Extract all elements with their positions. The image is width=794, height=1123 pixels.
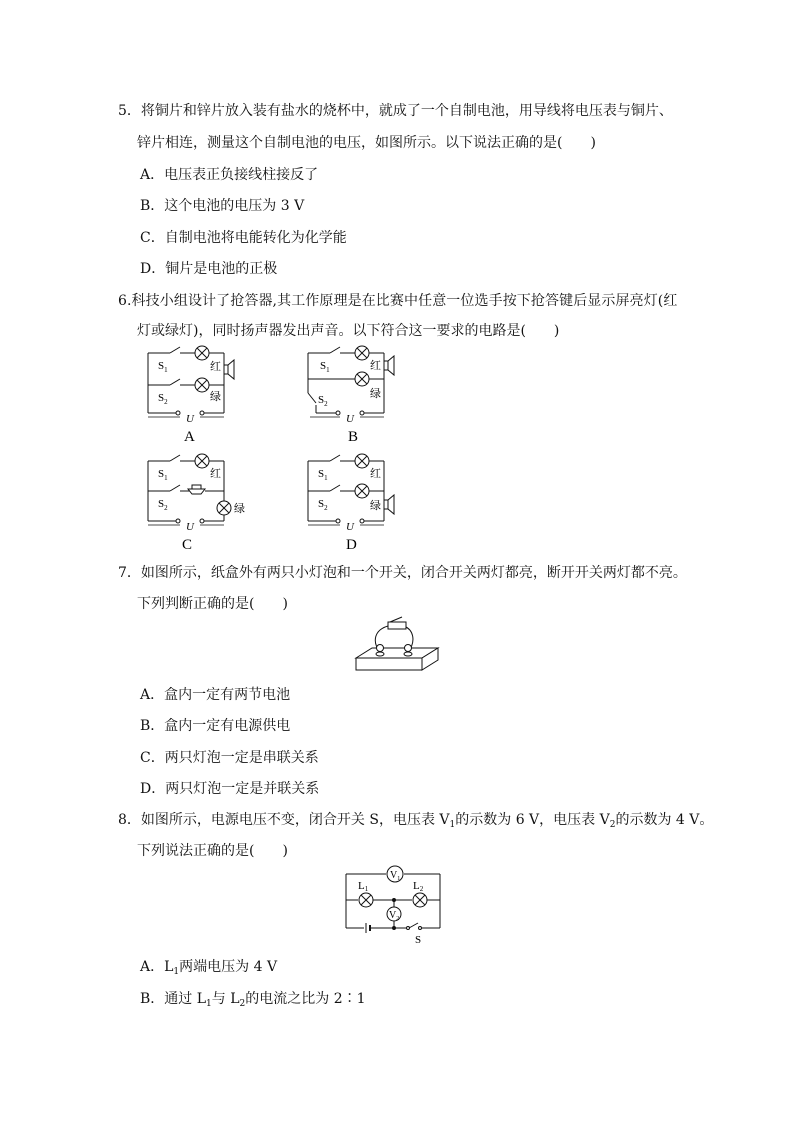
q8-stem-line1 [118, 811, 713, 834]
q5-stem-line2: 锌片相连，测量这个自制电池的电压，如图所示。以下说法正确的是( ) [137, 135, 596, 151]
q7-option-b: B．盒内一定有电源供电 [140, 718, 291, 734]
q8-stem-sub-1: 1 [449, 820, 456, 830]
q6a-u-label: U [186, 413, 194, 425]
q7-stem-line1: 7．如图所示，纸盒外有两只小灯泡和一个开关，闭合开关两灯都亮，断开开关两灯都不亮。 [118, 565, 687, 581]
q8-l1-label: L1 [358, 880, 369, 893]
q6-circuit-d [300, 453, 410, 553]
q6a-caption: A [184, 429, 195, 445]
q6d-s1-label: $S_1$ [318, 468, 328, 482]
q8-option-a-part-b: 两端电压为 4 V [179, 959, 278, 975]
q8-l2-label: L2 [413, 880, 424, 893]
q6c-s2-label: $S_2$ [158, 498, 168, 512]
q6-stem-line1: 6.科技小组设计了抢答器,其工作原理是在比赛中任意一位选手按下抢答键后显示屏亮灯(红 [118, 293, 678, 309]
q6d-u-label: U [346, 521, 354, 533]
q8-stem-part-c: 的示数为 4 V。 [615, 812, 714, 828]
q8-stem-sub-2: 2 [609, 820, 616, 830]
q8-option-b-part-a: B．通过 L [140, 991, 207, 1007]
q8-stem-line2: 下列说法正确的是( ) [137, 843, 288, 859]
q6c-green-label: 绿 [234, 503, 245, 515]
q8-circuit-figure [340, 862, 450, 946]
q6c-u-label: U [186, 521, 194, 533]
q8-option-a [140, 958, 277, 981]
q6d-green-label: 绿 [370, 500, 381, 512]
q6c-red-label: 红 [210, 468, 221, 480]
q5-stem-line1: 5．将铜片和锌片放入装有盐水的烧杯中，就成了一个自制电池，用导线将电压表与铜片、 [118, 103, 673, 119]
q6b-u-label: U [346, 413, 354, 425]
q8-option-b-part-b: 与 L [211, 991, 240, 1007]
q7-option-c: C．两只灯泡一定是串联关系 [140, 750, 319, 766]
q8-s-label: S [415, 934, 422, 946]
q8-v1-label: $V_1$ [390, 870, 401, 882]
q6b-s1-label: $S_1$ [320, 360, 330, 374]
q6d-caption: D [346, 537, 357, 553]
q6b-caption: B [348, 429, 359, 445]
q8-option-b-sub-2: 2 [239, 999, 246, 1009]
q5-option-c: C．自制电池将电能转化为化学能 [140, 230, 347, 246]
q6b-s2-label: $S_2$ [318, 394, 328, 408]
q6d-s2-label: $S_2$ [318, 498, 328, 512]
q6-circuit-b [300, 345, 410, 445]
q6d-red-label: 红 [370, 468, 381, 480]
q6a-green-label: 绿 [210, 391, 221, 403]
q5-option-a: A．电压表正负接线柱接反了 [140, 167, 319, 183]
q8-stem-part-b: 的示数为 6 V，电压表 V [455, 812, 610, 828]
q8-option-b-part-c: 的电流之比为 2∶1 [245, 991, 366, 1007]
q7-stem-line2: 下列判断正确的是( ) [137, 596, 288, 612]
q5-option-b: B．这个电池的电压为 3 V [140, 198, 305, 214]
q6b-green-label: 绿 [370, 388, 381, 400]
q8-v2-label: $V_2$ [389, 910, 400, 922]
q8-option-a-sub: 1 [173, 967, 180, 977]
q6b-red-label: 红 [370, 360, 381, 372]
q8-option-a-part-a: A．L [140, 959, 174, 975]
q6a-red-label: 红 [210, 361, 221, 373]
q7-box-figure [350, 614, 444, 678]
q5-option-d: D．铜片是电池的正极 [140, 261, 278, 277]
q6-stem-line2: 灯或绿灯)，同时扬声器发出声音。以下符合这一要求的电路是( ) [137, 323, 560, 339]
q6a-s1-label: $S_1$ [158, 360, 168, 374]
q6-circuit-c [140, 453, 260, 553]
q6c-s1-label: $S_1$ [158, 468, 168, 482]
q6c-caption: C [182, 537, 193, 553]
q8-stem-part-a: 8．如图所示，电源电压不变，闭合开关 S，电压表 V [118, 812, 450, 828]
q6a-s2-label: $S_2$ [158, 392, 168, 406]
q6-circuit-a [140, 345, 250, 445]
q7-option-a: A．盒内一定有两节电池 [140, 687, 291, 703]
q8-option-b-sub-1: 1 [206, 999, 212, 1009]
q8-option-b [140, 990, 366, 1013]
q7-option-d: D．两只灯泡一定是并联关系 [140, 781, 320, 797]
